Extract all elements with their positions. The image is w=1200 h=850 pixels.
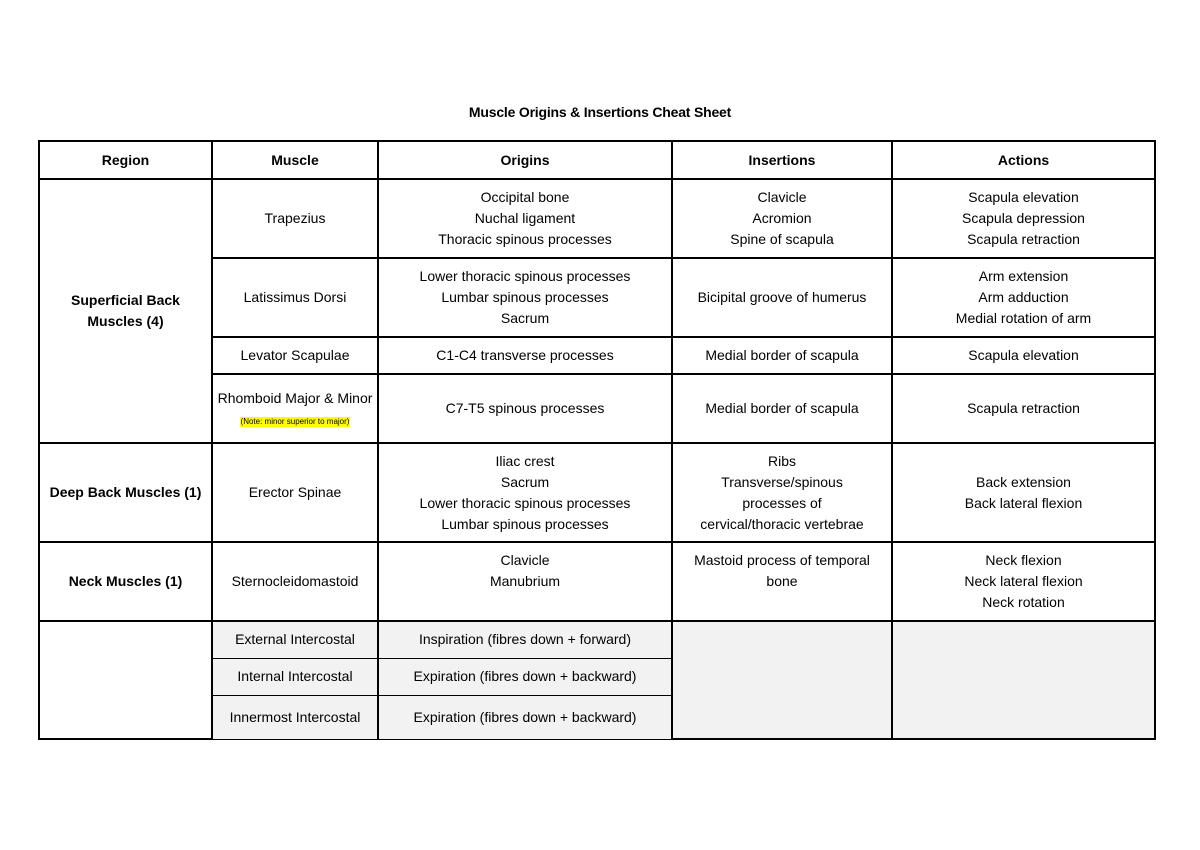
header-origins: Origins	[378, 141, 672, 179]
muscle-cell: Internal Intercostal	[212, 658, 378, 695]
insertions-cell	[672, 337, 892, 374]
insertions-cell	[672, 443, 892, 542]
action-cell: Expiration (fibres down + backward)	[378, 658, 672, 695]
origin-line: Iliac crest	[495, 452, 555, 469]
insertion-line: Bicipital groove of humerus	[697, 289, 867, 305]
header-actions: Actions	[892, 141, 1155, 179]
insertion-line: Medial border of scapula	[705, 400, 859, 416]
insertions-cell	[672, 179, 892, 258]
muscle-cell	[212, 374, 378, 443]
insertion-line: Mastoid process of temporal	[694, 552, 870, 568]
muscle-name: Rhomboid Major & Minor	[217, 389, 373, 406]
origin-line: Lower thoracic spinous processes	[419, 494, 631, 511]
action-line: Arm adduction	[978, 289, 1069, 305]
table-row	[39, 542, 1155, 621]
empty-shaded-cell	[672, 621, 892, 739]
origin-line: Manubrium	[489, 573, 561, 589]
muscle-cell: External Intercostal	[212, 621, 378, 658]
table-row	[39, 179, 1155, 258]
origin-line: Clavicle	[500, 552, 550, 568]
action-line: Arm extension	[978, 268, 1069, 284]
actions-cell	[892, 542, 1155, 621]
table-row	[39, 443, 1155, 542]
insertions-cell	[672, 258, 892, 337]
origin-line: Thoracic spinous processes	[438, 231, 612, 247]
actions-cell	[892, 337, 1155, 374]
insertions-cell	[672, 374, 892, 443]
origin-line: Lumbar spinous processes	[441, 289, 609, 305]
action-line: Scapula retraction	[967, 400, 1080, 416]
region-cell-deep	[39, 443, 212, 542]
action-line: Back lateral flexion	[964, 494, 1083, 511]
origin-line: C7-T5 spinous processes	[445, 400, 605, 416]
origin-line: Lumbar spinous processes	[441, 515, 609, 532]
action-cell: Inspiration (fibres down + forward)	[378, 621, 672, 658]
page-title: Muscle Origins & Insertions Cheat Sheet	[468, 104, 732, 120]
action-line: Scapula retraction	[967, 231, 1080, 247]
origins-cell	[378, 443, 672, 542]
insertion-line: Medial border of scapula	[705, 347, 859, 363]
origin-line: Occipital bone	[480, 189, 570, 205]
origin-line: Sacrum	[500, 473, 550, 490]
actions-cell	[892, 179, 1155, 258]
origins-cell	[378, 337, 672, 374]
insertion-line: Acromion	[752, 210, 812, 226]
region-cell-superficial: Superficial Back Muscles (4)	[39, 179, 212, 443]
insertion-line: Ribs	[767, 452, 796, 469]
actions-cell	[892, 258, 1155, 337]
action-line: Neck lateral flexion	[964, 573, 1083, 589]
action-cell: Expiration (fibres down + backward)	[378, 695, 672, 739]
insertions-cell	[672, 542, 892, 621]
muscle-cell: Latissimus Dorsi	[212, 258, 378, 337]
origins-cell	[378, 258, 672, 337]
muscle-table	[38, 140, 1156, 740]
header-muscle: Muscle	[212, 141, 378, 179]
region-label: Deep Back Muscles (1)	[49, 484, 202, 500]
origins-cell	[378, 179, 672, 258]
origin-line: Nuchal ligament	[474, 210, 576, 226]
empty-shaded-cell	[892, 621, 1155, 739]
origin-line: Lower thoracic spinous processes	[419, 268, 631, 284]
muscle-cell: Innermost Intercostal	[212, 695, 378, 739]
header-row	[39, 141, 1155, 179]
actions-cell	[892, 443, 1155, 542]
action-line: Medial rotation of arm	[955, 310, 1092, 326]
origin-line: C1-C4 transverse processes	[436, 347, 614, 363]
action-line: Neck rotation	[982, 594, 1065, 610]
header-region: Region	[39, 141, 212, 179]
origins-cell	[378, 542, 672, 621]
action-line: Back extension	[976, 473, 1071, 490]
table-row	[39, 621, 1155, 658]
action-line: Scapula depression	[962, 210, 1085, 226]
insertion-line: Transverse/spinous	[721, 473, 843, 490]
origin-line: Sacrum	[500, 310, 550, 326]
insertion-line: processes of	[742, 494, 822, 511]
origins-cell	[378, 374, 672, 443]
muscle-cell: Sternocleidomastoid	[212, 542, 378, 621]
insertion-line: Spine of scapula	[730, 231, 834, 247]
note-highlight: (Note: minor superior to major)	[240, 416, 350, 426]
region-cell-neck: Neck Muscles (1)	[39, 542, 212, 621]
header-insertions: Insertions	[672, 141, 892, 179]
actions-cell	[892, 374, 1155, 443]
muscle-cell: Levator Scapulae	[212, 337, 378, 374]
muscle-cell: Trapezius	[212, 179, 378, 258]
insertion-line: Clavicle	[757, 189, 807, 205]
action-line: Scapula elevation	[968, 347, 1079, 363]
action-line: Scapula elevation	[968, 189, 1079, 205]
insertion-line: bone	[766, 573, 798, 589]
insertion-line: cervical/thoracic vertebrae	[700, 515, 864, 532]
region-cell-empty	[39, 621, 212, 739]
muscle-cell: Erector Spinae	[212, 443, 378, 542]
action-line: Neck flexion	[985, 552, 1062, 568]
